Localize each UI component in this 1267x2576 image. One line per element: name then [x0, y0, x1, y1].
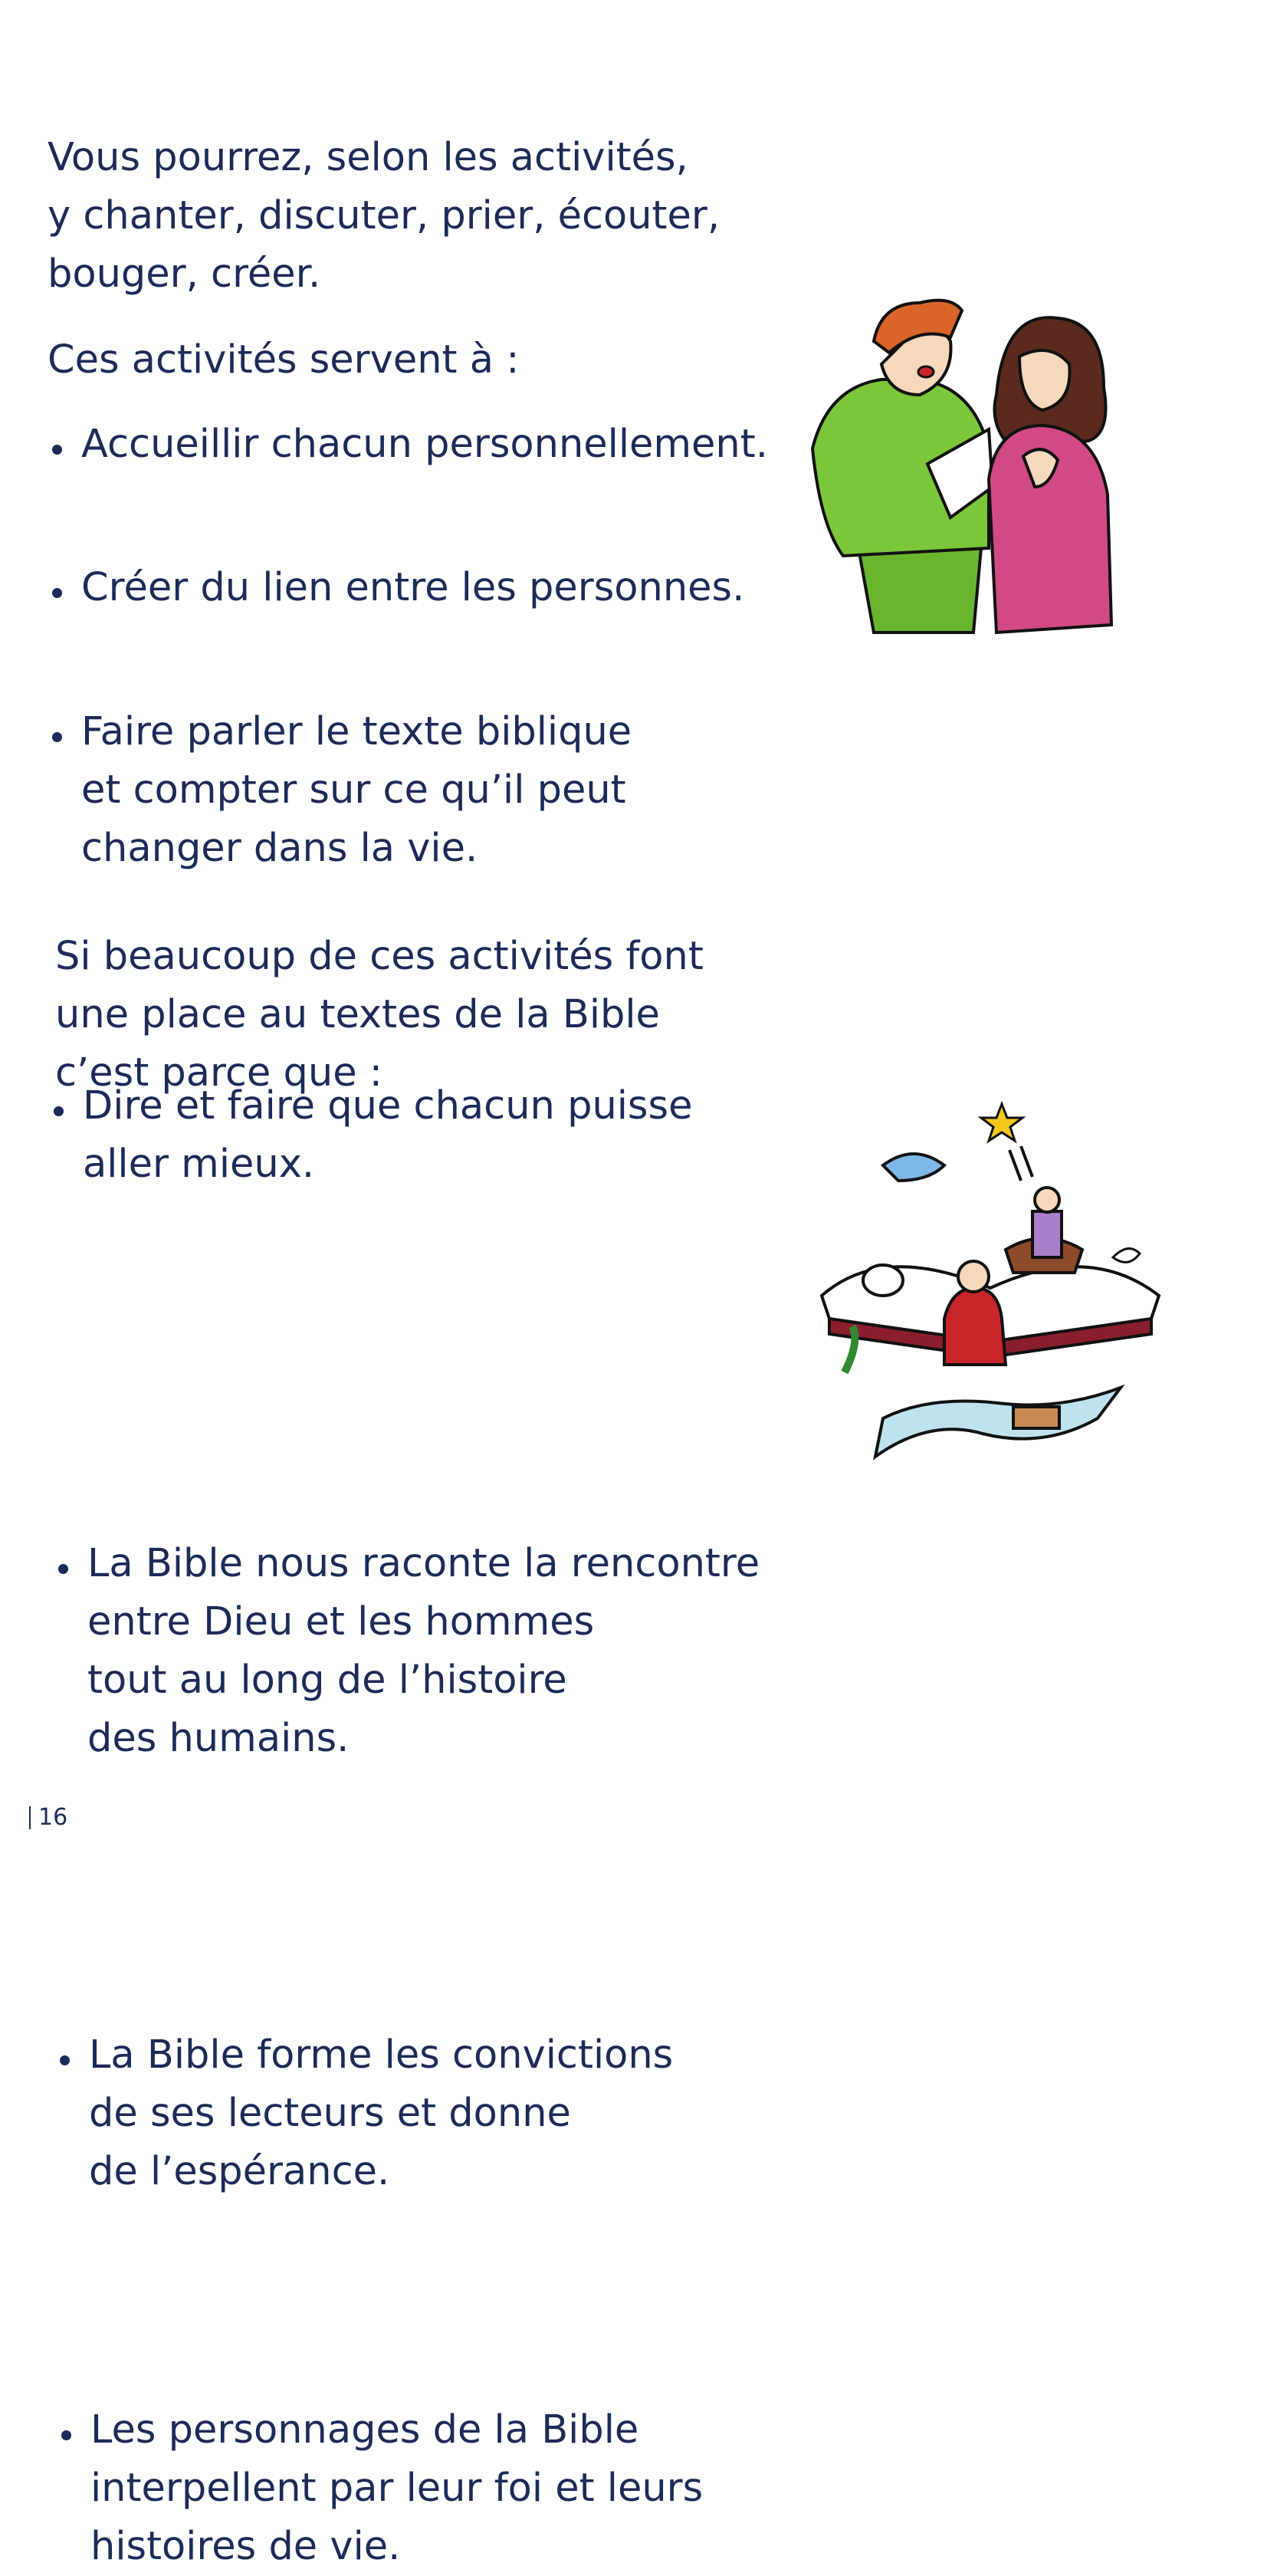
sheep-icon [863, 1265, 903, 1296]
bible-reason-2: La Bible forme les convictions de ses lecteurs et donne de l’espérance. [57, 2026, 855, 2201]
dove-icon [883, 1154, 944, 1181]
star-icon [981, 1104, 1022, 1141]
open-bible-stories-illustration [814, 1096, 1174, 1495]
fisherman-figure [1032, 1211, 1062, 1257]
purpose-item-2: Créer du lien entre les personnes. [49, 559, 848, 617]
river-shape [875, 1388, 1121, 1457]
bible-reason-3: Les personnages de la Bible interpellent par leur foi et leurs histoires de vie. [58, 2401, 857, 2576]
page-number: 16 [29, 1806, 67, 1829]
bible-heading: Si beaucoup de ces activités font une place au textes de la Bible c’est parce que : [55, 934, 704, 1096]
woman-praying-figure [989, 317, 1111, 632]
two-people-praying-illustration [797, 295, 1142, 648]
purpose-item-1: Accueillir chacun personnellement. [49, 416, 848, 474]
purpose-item-4: Dire et faire que chacun puisse aller mieux. [51, 1077, 849, 1194]
basket-icon [1013, 1407, 1059, 1428]
purpose-heading: Ces activités servent à : [48, 337, 520, 383]
fish-icon [1113, 1249, 1140, 1263]
purpose-item-3: Faire parler le texte biblique et compter sur ce qu’il peut changer dans la vie. [49, 703, 848, 878]
man-reading-figure [812, 301, 993, 632]
bible-reason-1: La Bible nous raconte la rencontre entre Dieu et les hommes tout au long de l’histoire des humains. [55, 1535, 854, 1768]
mother-child-figure [944, 1288, 1006, 1365]
intro-paragraph: Vous pourrez, selon les activités, y chanter, discuter, prier, écouter, bouger, créer. [48, 135, 720, 297]
